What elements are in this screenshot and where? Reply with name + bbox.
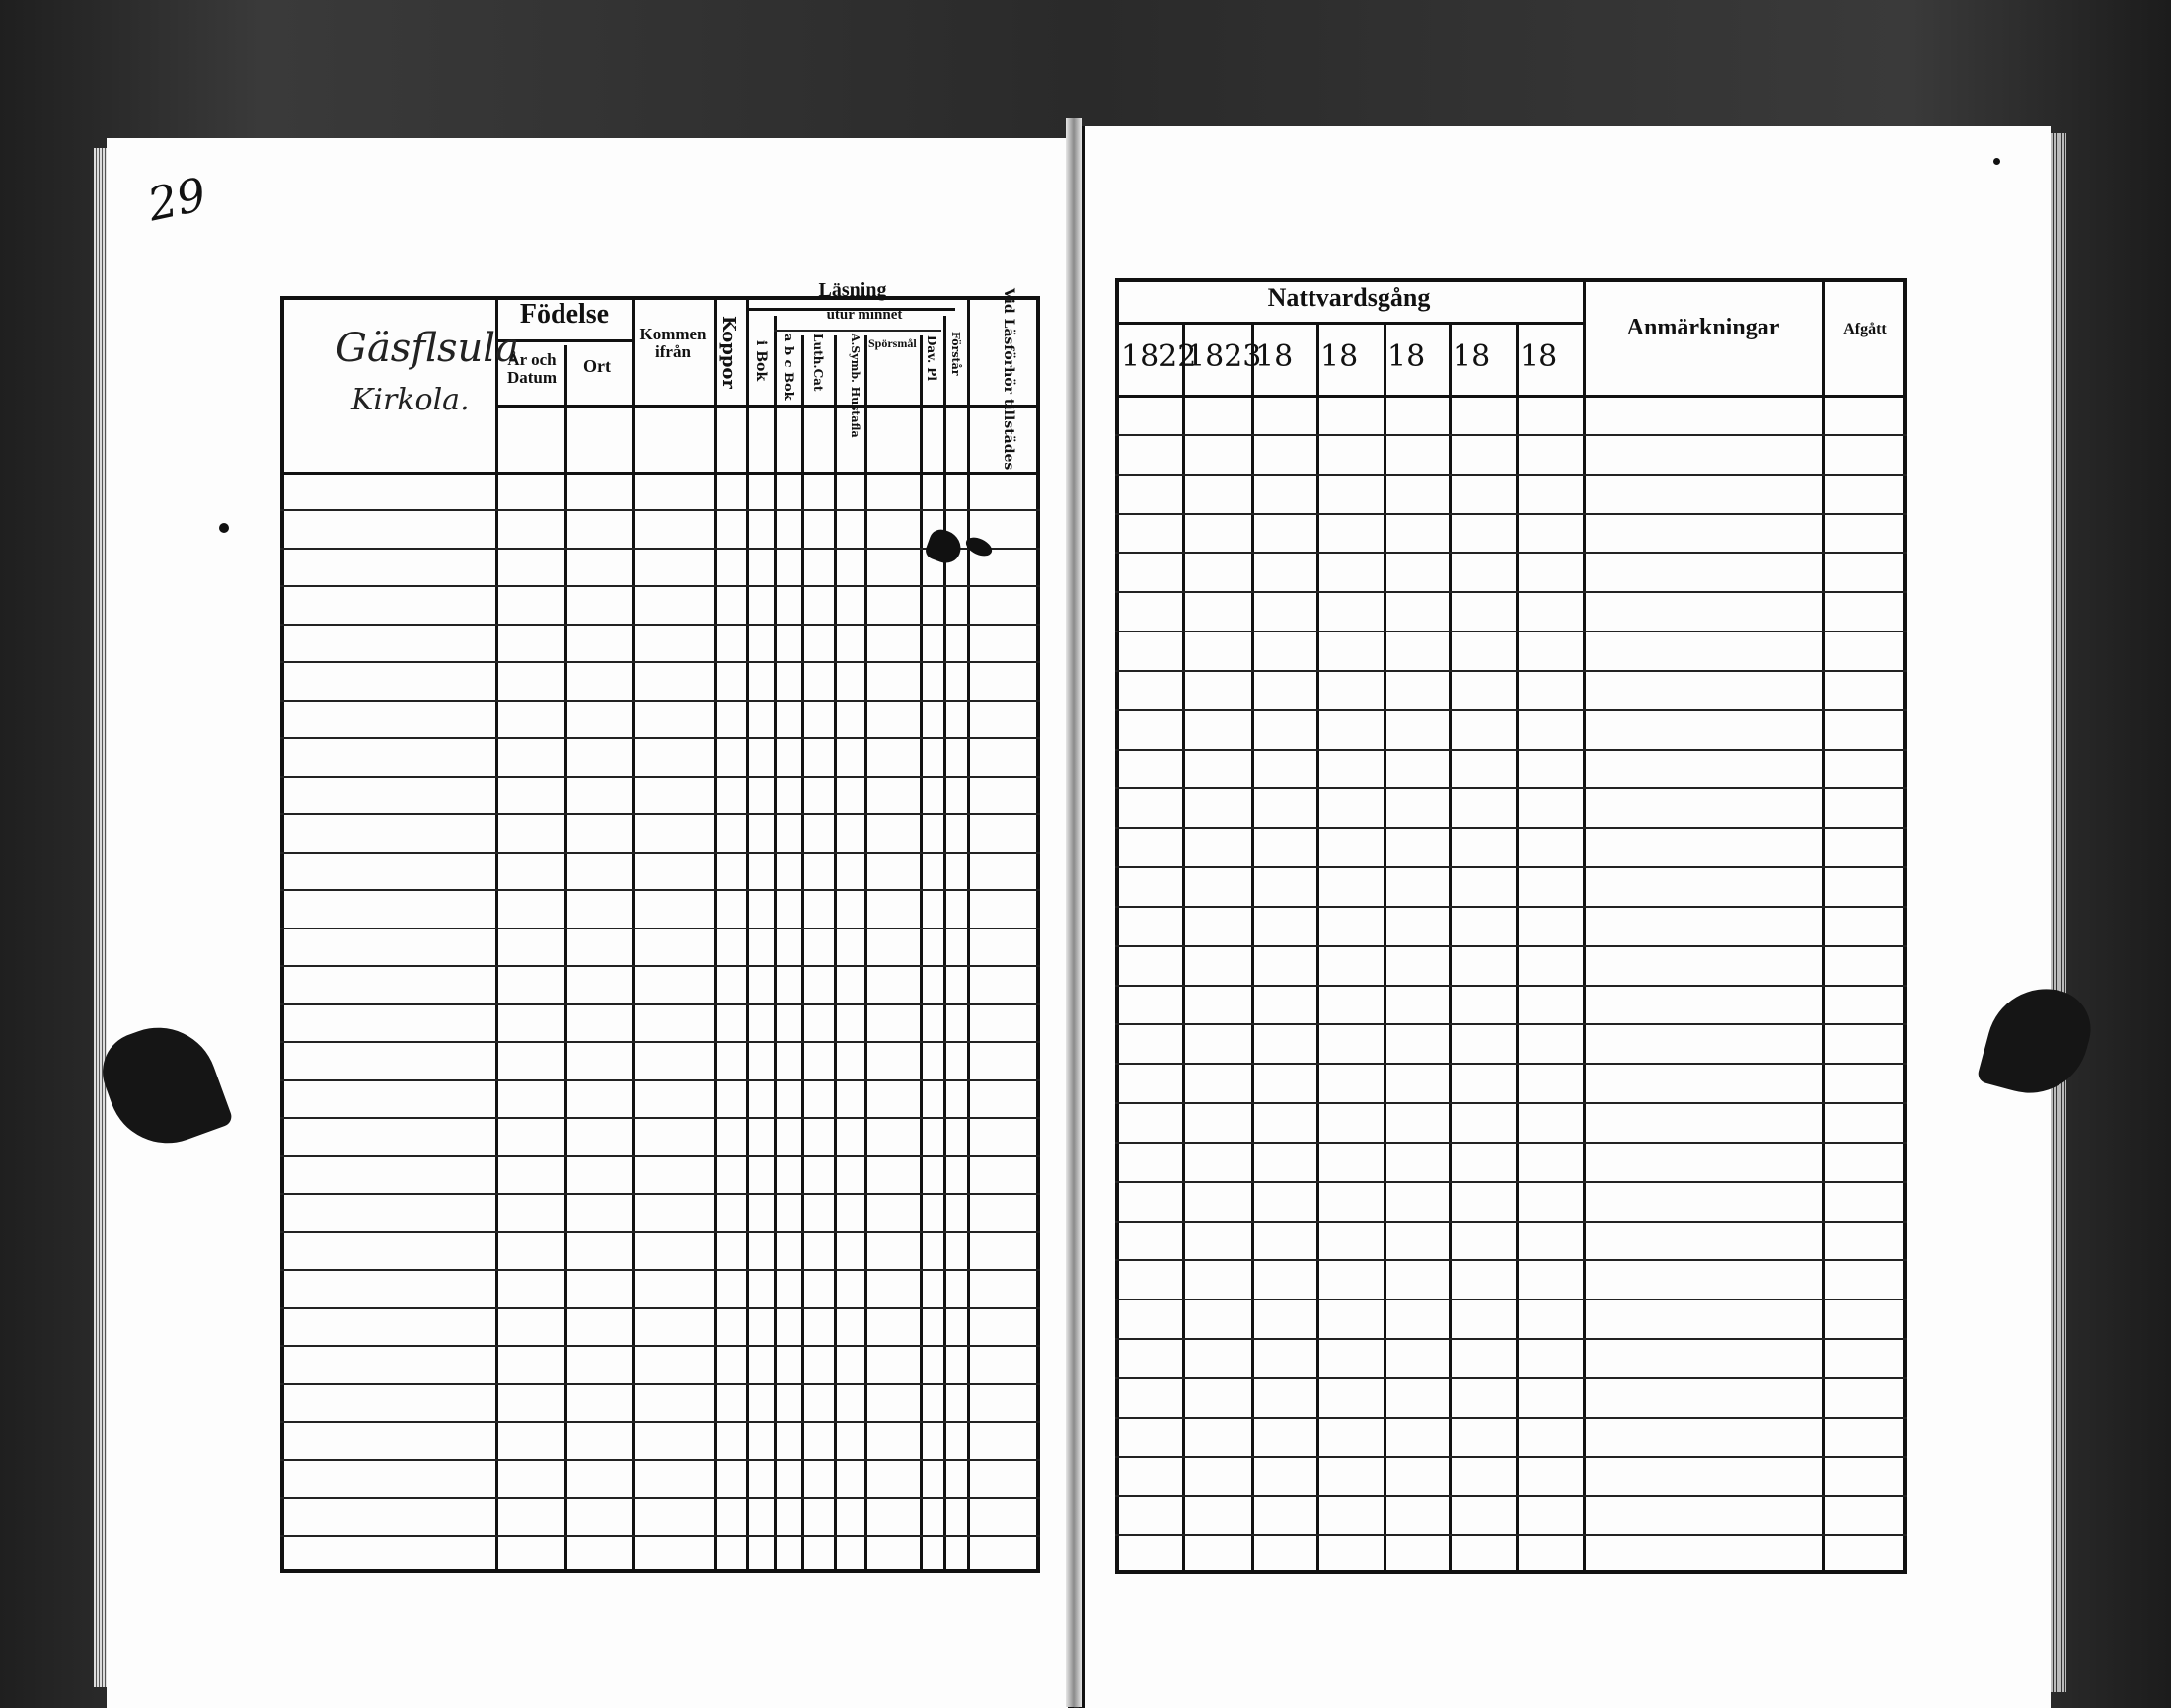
row-line bbox=[1115, 1299, 1907, 1300]
year-label: 1823 bbox=[1186, 339, 1262, 374]
header-lasning: Läsning bbox=[818, 279, 887, 301]
row-line bbox=[1115, 866, 1907, 868]
header-luth-cat: Luth.Cat bbox=[811, 334, 825, 392]
header-dav-pl: Dav. Pl bbox=[925, 335, 938, 381]
row-line bbox=[280, 1079, 1040, 1081]
row-line bbox=[280, 1307, 1040, 1309]
column-divider bbox=[801, 335, 804, 1573]
year-label: 1822 bbox=[1121, 339, 1197, 374]
header-i-bok: i Bok bbox=[753, 340, 769, 382]
row-line bbox=[280, 1155, 1040, 1157]
row-line bbox=[280, 1459, 1040, 1461]
ink-dot bbox=[1993, 158, 2000, 165]
column-divider bbox=[632, 296, 635, 1573]
column-divider bbox=[1516, 322, 1519, 1574]
row-line bbox=[1115, 945, 1907, 947]
row-line bbox=[1115, 1221, 1907, 1223]
row-line bbox=[280, 1345, 1040, 1347]
row-line bbox=[280, 472, 1040, 475]
row-line bbox=[1115, 1338, 1907, 1340]
header-rule bbox=[1115, 322, 1583, 325]
column-divider bbox=[1316, 322, 1319, 1574]
row-line bbox=[1115, 591, 1907, 593]
header-rule bbox=[495, 405, 1040, 408]
row-line bbox=[1115, 1456, 1907, 1458]
column-divider bbox=[1384, 322, 1386, 1574]
row-line bbox=[280, 661, 1040, 663]
column-divider bbox=[967, 296, 970, 1573]
row-line bbox=[1115, 1534, 1907, 1536]
row-line bbox=[1115, 985, 1907, 987]
row-line bbox=[280, 700, 1040, 702]
row-line bbox=[280, 1231, 1040, 1233]
column-divider bbox=[714, 296, 717, 1573]
row-line bbox=[1115, 513, 1907, 515]
year-label: 18 bbox=[1387, 339, 1426, 374]
parish-type: Kirkola. bbox=[351, 383, 470, 417]
column-divider bbox=[495, 296, 498, 1573]
row-line bbox=[280, 737, 1040, 739]
header-vid-lasforhor: Vid Läsförhör tillstädes bbox=[1001, 288, 1016, 471]
column-divider bbox=[564, 345, 567, 1573]
row-line bbox=[1115, 1259, 1907, 1261]
row-line bbox=[1115, 787, 1907, 789]
row-line bbox=[1115, 906, 1907, 908]
header-rule bbox=[774, 330, 941, 332]
column-divider bbox=[1449, 322, 1452, 1574]
parish-name: Gäsflsula bbox=[336, 326, 519, 371]
row-line bbox=[1115, 1102, 1907, 1104]
column-divider bbox=[1251, 322, 1254, 1574]
row-line bbox=[1115, 749, 1907, 751]
row-line bbox=[280, 585, 1040, 587]
header-ar-och-datum: År och Datum bbox=[506, 350, 558, 387]
row-line bbox=[1115, 1142, 1907, 1144]
header-afgatt: Afgått bbox=[1843, 321, 1887, 337]
row-line bbox=[1115, 1181, 1907, 1183]
row-line bbox=[280, 1003, 1040, 1005]
register-table-left bbox=[280, 296, 1040, 1573]
row-line bbox=[1115, 552, 1907, 554]
row-line bbox=[1115, 670, 1907, 672]
row-line bbox=[1115, 1023, 1907, 1025]
row-line bbox=[1115, 631, 1907, 632]
header-koppor: Koppor bbox=[718, 316, 739, 389]
row-line bbox=[280, 1421, 1040, 1423]
row-line bbox=[280, 965, 1040, 967]
row-line bbox=[280, 624, 1040, 626]
book-spine bbox=[1066, 118, 1082, 1707]
column-divider bbox=[746, 296, 749, 1573]
year-label: 18 bbox=[1255, 339, 1294, 374]
row-line bbox=[280, 509, 1040, 511]
header-sporsmal: Spörsmål bbox=[868, 336, 917, 350]
row-line bbox=[1115, 1417, 1907, 1419]
row-line bbox=[280, 1041, 1040, 1043]
header-a-symb: A.Symb. Hustafla bbox=[849, 334, 861, 438]
row-line bbox=[1115, 709, 1907, 711]
year-label: 18 bbox=[1320, 339, 1359, 374]
header-rule bbox=[1115, 395, 1907, 398]
row-line bbox=[1115, 1495, 1907, 1497]
header-utur-minnet: utur minnet bbox=[826, 307, 903, 323]
year-label: 18 bbox=[1453, 339, 1491, 374]
row-line bbox=[280, 928, 1040, 929]
ink-dot bbox=[219, 523, 229, 533]
column-divider bbox=[1822, 278, 1825, 1574]
row-line bbox=[280, 813, 1040, 815]
register-table-right bbox=[1115, 278, 1907, 1574]
row-line bbox=[1115, 434, 1907, 436]
row-line bbox=[280, 1193, 1040, 1195]
row-line bbox=[280, 889, 1040, 891]
column-divider bbox=[920, 335, 923, 1573]
header-kommen-ifran: Kommen ifrån bbox=[639, 325, 707, 361]
row-line bbox=[1115, 474, 1907, 476]
header-anmarkningar: Anmärkningar bbox=[1626, 315, 1780, 340]
row-line bbox=[280, 776, 1040, 778]
row-line bbox=[280, 1117, 1040, 1119]
column-divider bbox=[1182, 322, 1185, 1574]
row-line bbox=[280, 1383, 1040, 1385]
header-ort: Ort bbox=[583, 356, 611, 376]
header-nattvardsgang: Nattvardsgång bbox=[1267, 283, 1431, 312]
header-fortiar: Förstår bbox=[949, 332, 962, 376]
row-line bbox=[1115, 827, 1907, 829]
row-line bbox=[280, 852, 1040, 854]
row-line bbox=[280, 1269, 1040, 1271]
row-line bbox=[1115, 1063, 1907, 1065]
header-fodelse: Födelse bbox=[519, 299, 610, 330]
column-divider bbox=[864, 335, 867, 1573]
row-line bbox=[1115, 1377, 1907, 1379]
header-abc-bok: a b c Bok bbox=[781, 334, 795, 401]
page-number: 29 bbox=[143, 167, 211, 232]
column-divider bbox=[834, 335, 837, 1573]
row-line bbox=[280, 1535, 1040, 1537]
column-divider bbox=[1583, 278, 1586, 1574]
year-label: 18 bbox=[1520, 339, 1558, 374]
row-line bbox=[280, 1497, 1040, 1499]
